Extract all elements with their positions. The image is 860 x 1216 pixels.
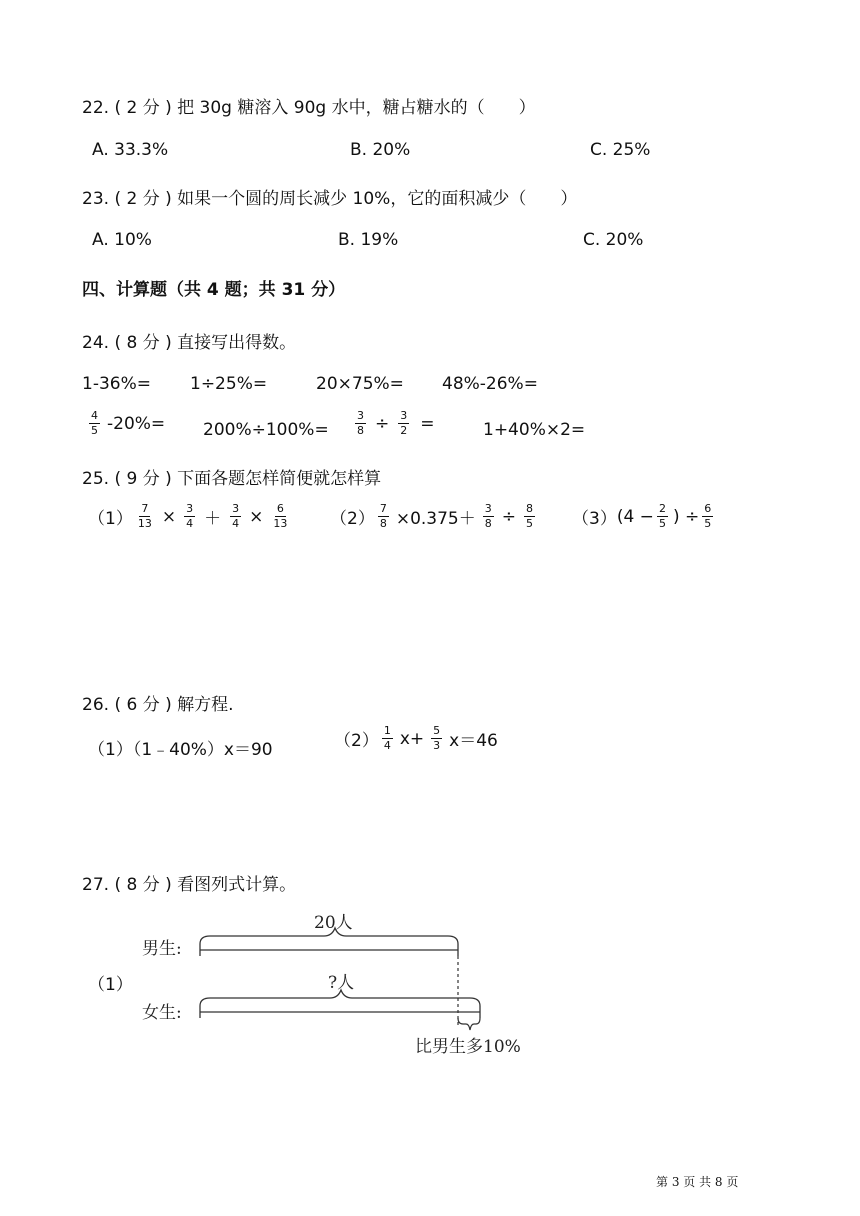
boys-label: 男生: [142, 939, 182, 959]
girls-label: 女生: [142, 1003, 182, 1023]
page-footer: 第 3 页 共 8 页 [656, 1175, 739, 1189]
q25-part-3: （3） (4 − $\frac{2}{5}$ ) ÷ $\frac{6}{5}$ [572, 502, 712, 530]
q24-item-2: 1÷25%= [190, 374, 268, 394]
q26-part-1: （1）（1﹣40%）x＝90 [88, 740, 273, 760]
girls-brace [200, 990, 480, 1006]
q24-item-7: $\frac{3}{8}$ ÷ $\frac{3}{2}$ = [357, 409, 435, 437]
extra-note: 比男生多10% [415, 1037, 521, 1057]
q25-part-2: （2） $\frac{7}{8}$ ×0.375＋ $\frac{3}{8}$ ÷ $\frac{8}{5}$ [330, 502, 533, 530]
q22-option-b: B. 20% [350, 140, 411, 160]
q27-stem: 27. ( 8 分 ) 看图列式计算。 [82, 875, 297, 895]
q24-item-6: 200%÷100%= [203, 420, 329, 440]
line-segment-diagram [130, 900, 560, 1070]
q26-part-2: （2） $\frac{1}{4}$ x+ $\frac{5}{3}$ x＝46 [334, 724, 498, 752]
fraction: $\frac{3}{2}$ [400, 409, 408, 437]
q24-stem: 24. ( 8 分 ) 直接写出得数。 [82, 333, 297, 353]
q27-part-label: （1） [88, 975, 133, 995]
fraction: $\frac{3}{8}$ [357, 409, 364, 437]
extra-brace [458, 1018, 480, 1030]
q24-item-5: $\frac{4}{5}$ -20%= [91, 409, 166, 437]
q22-option-a: A. 33.3% [92, 140, 169, 160]
q25-stem: 25. ( 9 分 ) 下面各题怎样简便就怎样算 [82, 469, 382, 489]
q24-item-1: 1-36%= [82, 374, 151, 394]
q23-stem: 23. ( 2 分 ) 如果一个圆的周长减少 10%，它的面积减少（ ） [82, 189, 578, 209]
q23-option-b: B. 19% [338, 230, 399, 250]
q22-stem: 22. ( 2 分 ) 把 30g 糖溶入 90g 水中，糖占糖水的（ ） [82, 98, 536, 118]
fraction: $\frac{4}{5}$ [91, 409, 98, 437]
q24-item-3: 20×75%= [316, 374, 404, 394]
q23-option-a: A. 10% [92, 230, 152, 250]
q23-option-c: C. 20% [583, 230, 644, 250]
q25-part-1: （1） $\frac{7}{13}$ × $\frac{3}{4}$ ＋ $\frac{3}{4}$ × $\frac{6}{13}$ [88, 502, 288, 530]
q26-stem: 26. ( 6 分 ) 解方程. [82, 695, 234, 715]
q22-option-c: C. 25% [590, 140, 651, 160]
girls-count-label: ?人 [328, 973, 355, 993]
boys-count-label: 20人 [314, 913, 353, 933]
q24-item-4: 48%-26%= [442, 374, 538, 394]
section-title: 四、计算题（共 4 题；共 31 分） [82, 280, 346, 300]
q24-item-8: 1+40%×2= [483, 420, 586, 440]
